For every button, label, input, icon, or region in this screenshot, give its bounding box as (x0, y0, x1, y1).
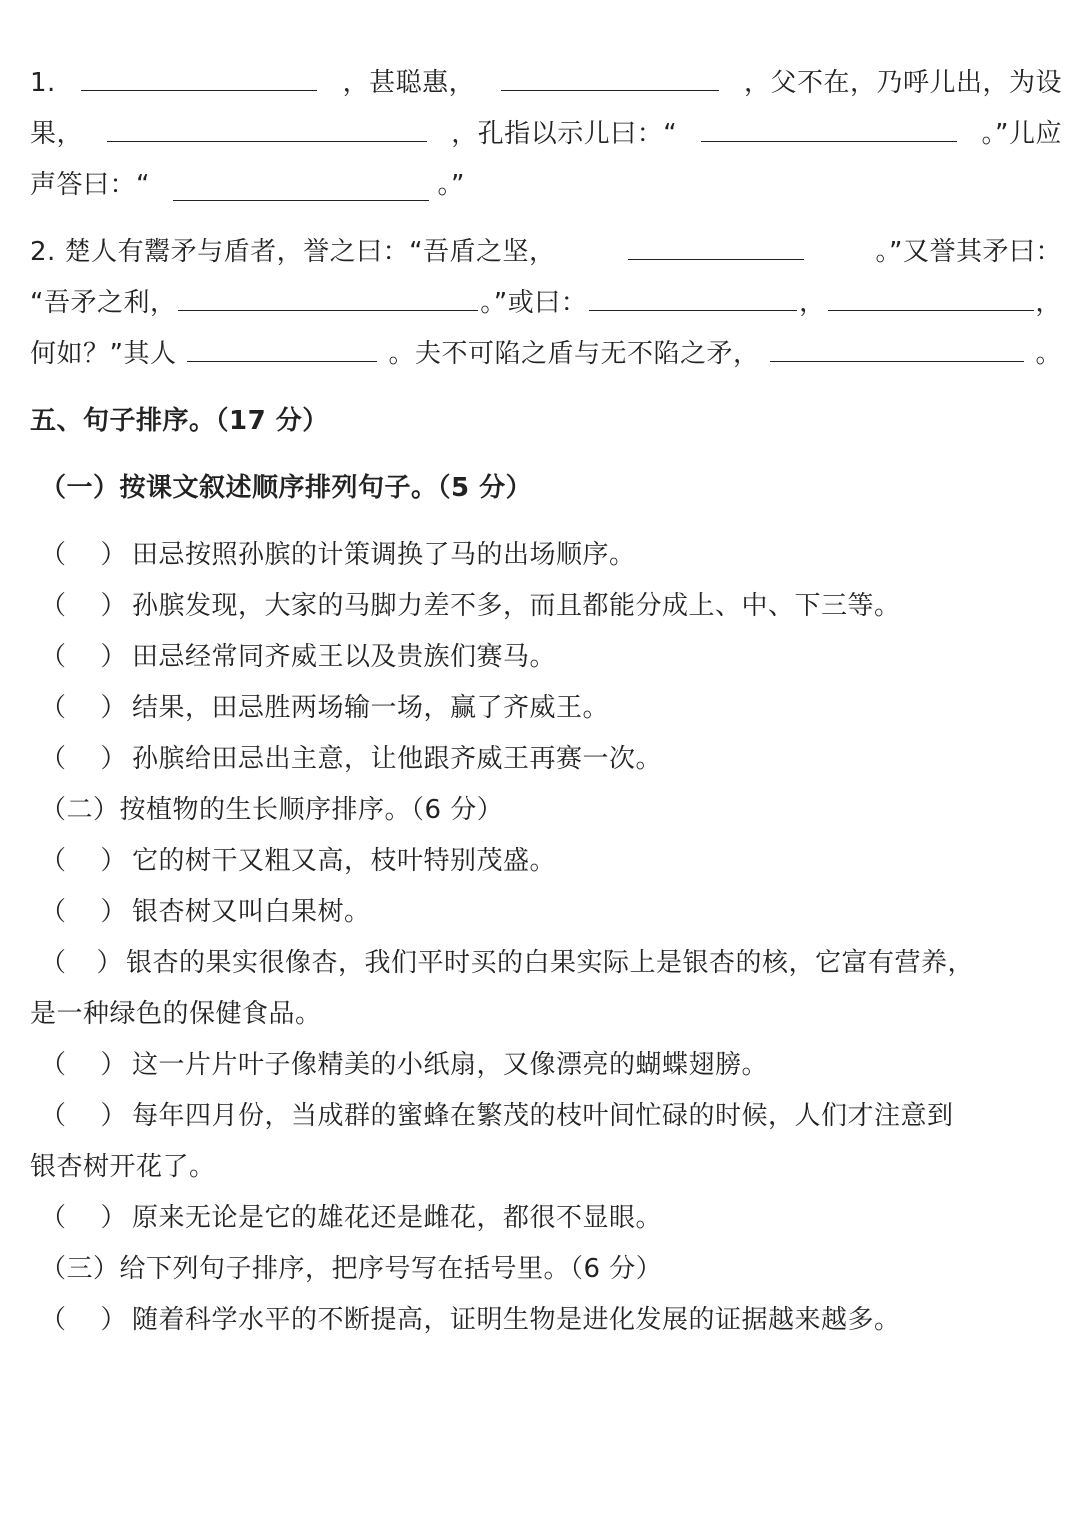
q1-text: ，父不在，乃呼儿出，为设 (743, 68, 1062, 98)
q1-line-1 (30, 58, 1062, 109)
q2-line-3 (30, 329, 1062, 380)
item-text: 每年四月份，当成群的蜜蜂在繁茂的枝叶间忙碌的时候，人们才注意到 (132, 1101, 954, 1131)
q1-text: 声答曰：“ (30, 170, 150, 200)
answer-blank[interactable] (770, 331, 1024, 362)
order-blank[interactable]: （ ） (40, 642, 128, 672)
item-text: 这一片片叶子像精美的小纸扇，又像漂亮的蝴蝶翅膀。 (132, 1050, 769, 1080)
item-text: 原来无论是它的雄花还是雌花，都很不显眼。 (132, 1203, 663, 1233)
order-blank[interactable]: （ ） (40, 693, 128, 723)
item-text: 银杏的果实很像杏，我们平时买的白果实际上是银杏的核，它富有营养， (126, 948, 975, 978)
q1-text: ，孔指以示儿曰：“ (451, 119, 678, 149)
order-item (30, 581, 1062, 632)
q2-text: ， (1035, 288, 1062, 318)
answer-blank[interactable] (173, 170, 429, 201)
part1-title: （一）按课文叙述顺序排列句子。（5 分） (40, 473, 533, 503)
order-blank[interactable]: （ ） (40, 1305, 128, 1335)
q1-line-2 (30, 109, 1062, 160)
worksheet-page (30, 58, 1062, 1346)
order-item-continued: 是一种绿色的保健食品。 (30, 999, 322, 1029)
q2-text: 。”或曰： (480, 288, 588, 318)
item-text: 随着科学水平的不断提高，证明生物是进化发展的证据越来越多。 (132, 1305, 901, 1335)
q1-line-3 (30, 160, 1062, 211)
q2-text: 2. 楚人有鬻矛与盾者，誉之曰：“吾盾之坚， (30, 237, 556, 267)
item-text: 银杏树又叫白果树。 (132, 897, 371, 927)
order-item (30, 1091, 1062, 1142)
order-item (30, 632, 1062, 683)
q1-text: 。”儿应 (981, 119, 1062, 149)
answer-blank[interactable] (628, 229, 804, 260)
order-blank[interactable]: （ ） (40, 744, 128, 774)
q2-line-1 (30, 227, 1062, 278)
q2-text: ， (799, 288, 826, 318)
answer-blank[interactable] (178, 280, 478, 311)
part2-title: （二）按植物的生长顺序排序。（6 分） (40, 795, 504, 825)
q2-text: 。”又誉其矛曰： (875, 237, 1062, 267)
order-item (30, 1040, 1062, 1091)
order-blank[interactable]: （ ） (40, 897, 128, 927)
order-blank[interactable]: （ ） (40, 591, 128, 621)
part3-title: （三）给下列句子排序，把序号写在括号里。（6 分） (40, 1254, 663, 1284)
q2-text: 何如？”其人 (30, 339, 177, 369)
q1-text: 果， (30, 119, 84, 149)
q1-text: ，甚聪惠， (342, 68, 476, 98)
q1-text: 1. (30, 68, 56, 98)
order-item (30, 1295, 1062, 1346)
order-item (30, 836, 1062, 887)
q2-text: 。夫不可陷之盾与无不陷之矛， (388, 339, 760, 369)
order-blank[interactable]: （ ） (40, 948, 124, 978)
order-item-continued: 银杏树开花了。 (30, 1152, 216, 1182)
answer-blank[interactable] (589, 280, 797, 311)
item-text: 孙膑发现，大家的马脚力差不多，而且都能分成上、中、下三等。 (132, 591, 901, 621)
order-blank[interactable]: （ ） (40, 540, 128, 570)
answer-blank[interactable] (107, 111, 427, 142)
q2-line-2 (30, 278, 1062, 329)
order-item (30, 734, 1062, 785)
answer-blank[interactable] (701, 111, 957, 142)
q1-text: 。” (437, 170, 465, 200)
item-text: 田忌按照孙膑的计策调换了马的出场顺序。 (132, 540, 636, 570)
order-blank[interactable]: （ ） (40, 1050, 128, 1080)
order-blank[interactable]: （ ） (40, 846, 128, 876)
order-item (30, 683, 1062, 734)
order-item (30, 1193, 1062, 1244)
order-blank[interactable]: （ ） (40, 1203, 128, 1233)
order-item (30, 887, 1062, 938)
order-blank[interactable]: （ ） (40, 1101, 128, 1131)
item-text: 孙膑给田忌出主意，让他跟齐威王再赛一次。 (132, 744, 663, 774)
section-title: 五、句子排序。（17 分） (30, 406, 329, 436)
item-text: 结果，田忌胜两场输一场，赢了齐威王。 (132, 693, 610, 723)
order-item (30, 938, 1062, 989)
item-text: 它的树干又粗又高，枝叶特别茂盛。 (132, 846, 557, 876)
answer-blank[interactable] (828, 280, 1034, 311)
answer-blank[interactable] (81, 60, 317, 91)
answer-blank[interactable] (501, 60, 719, 91)
q2-text: “吾矛之利， (30, 288, 177, 318)
item-text: 田忌经常同齐威王以及贵族们赛马。 (132, 642, 557, 672)
q2-text: 。 (1035, 339, 1062, 369)
order-item (30, 530, 1062, 581)
answer-blank[interactable] (187, 331, 377, 362)
